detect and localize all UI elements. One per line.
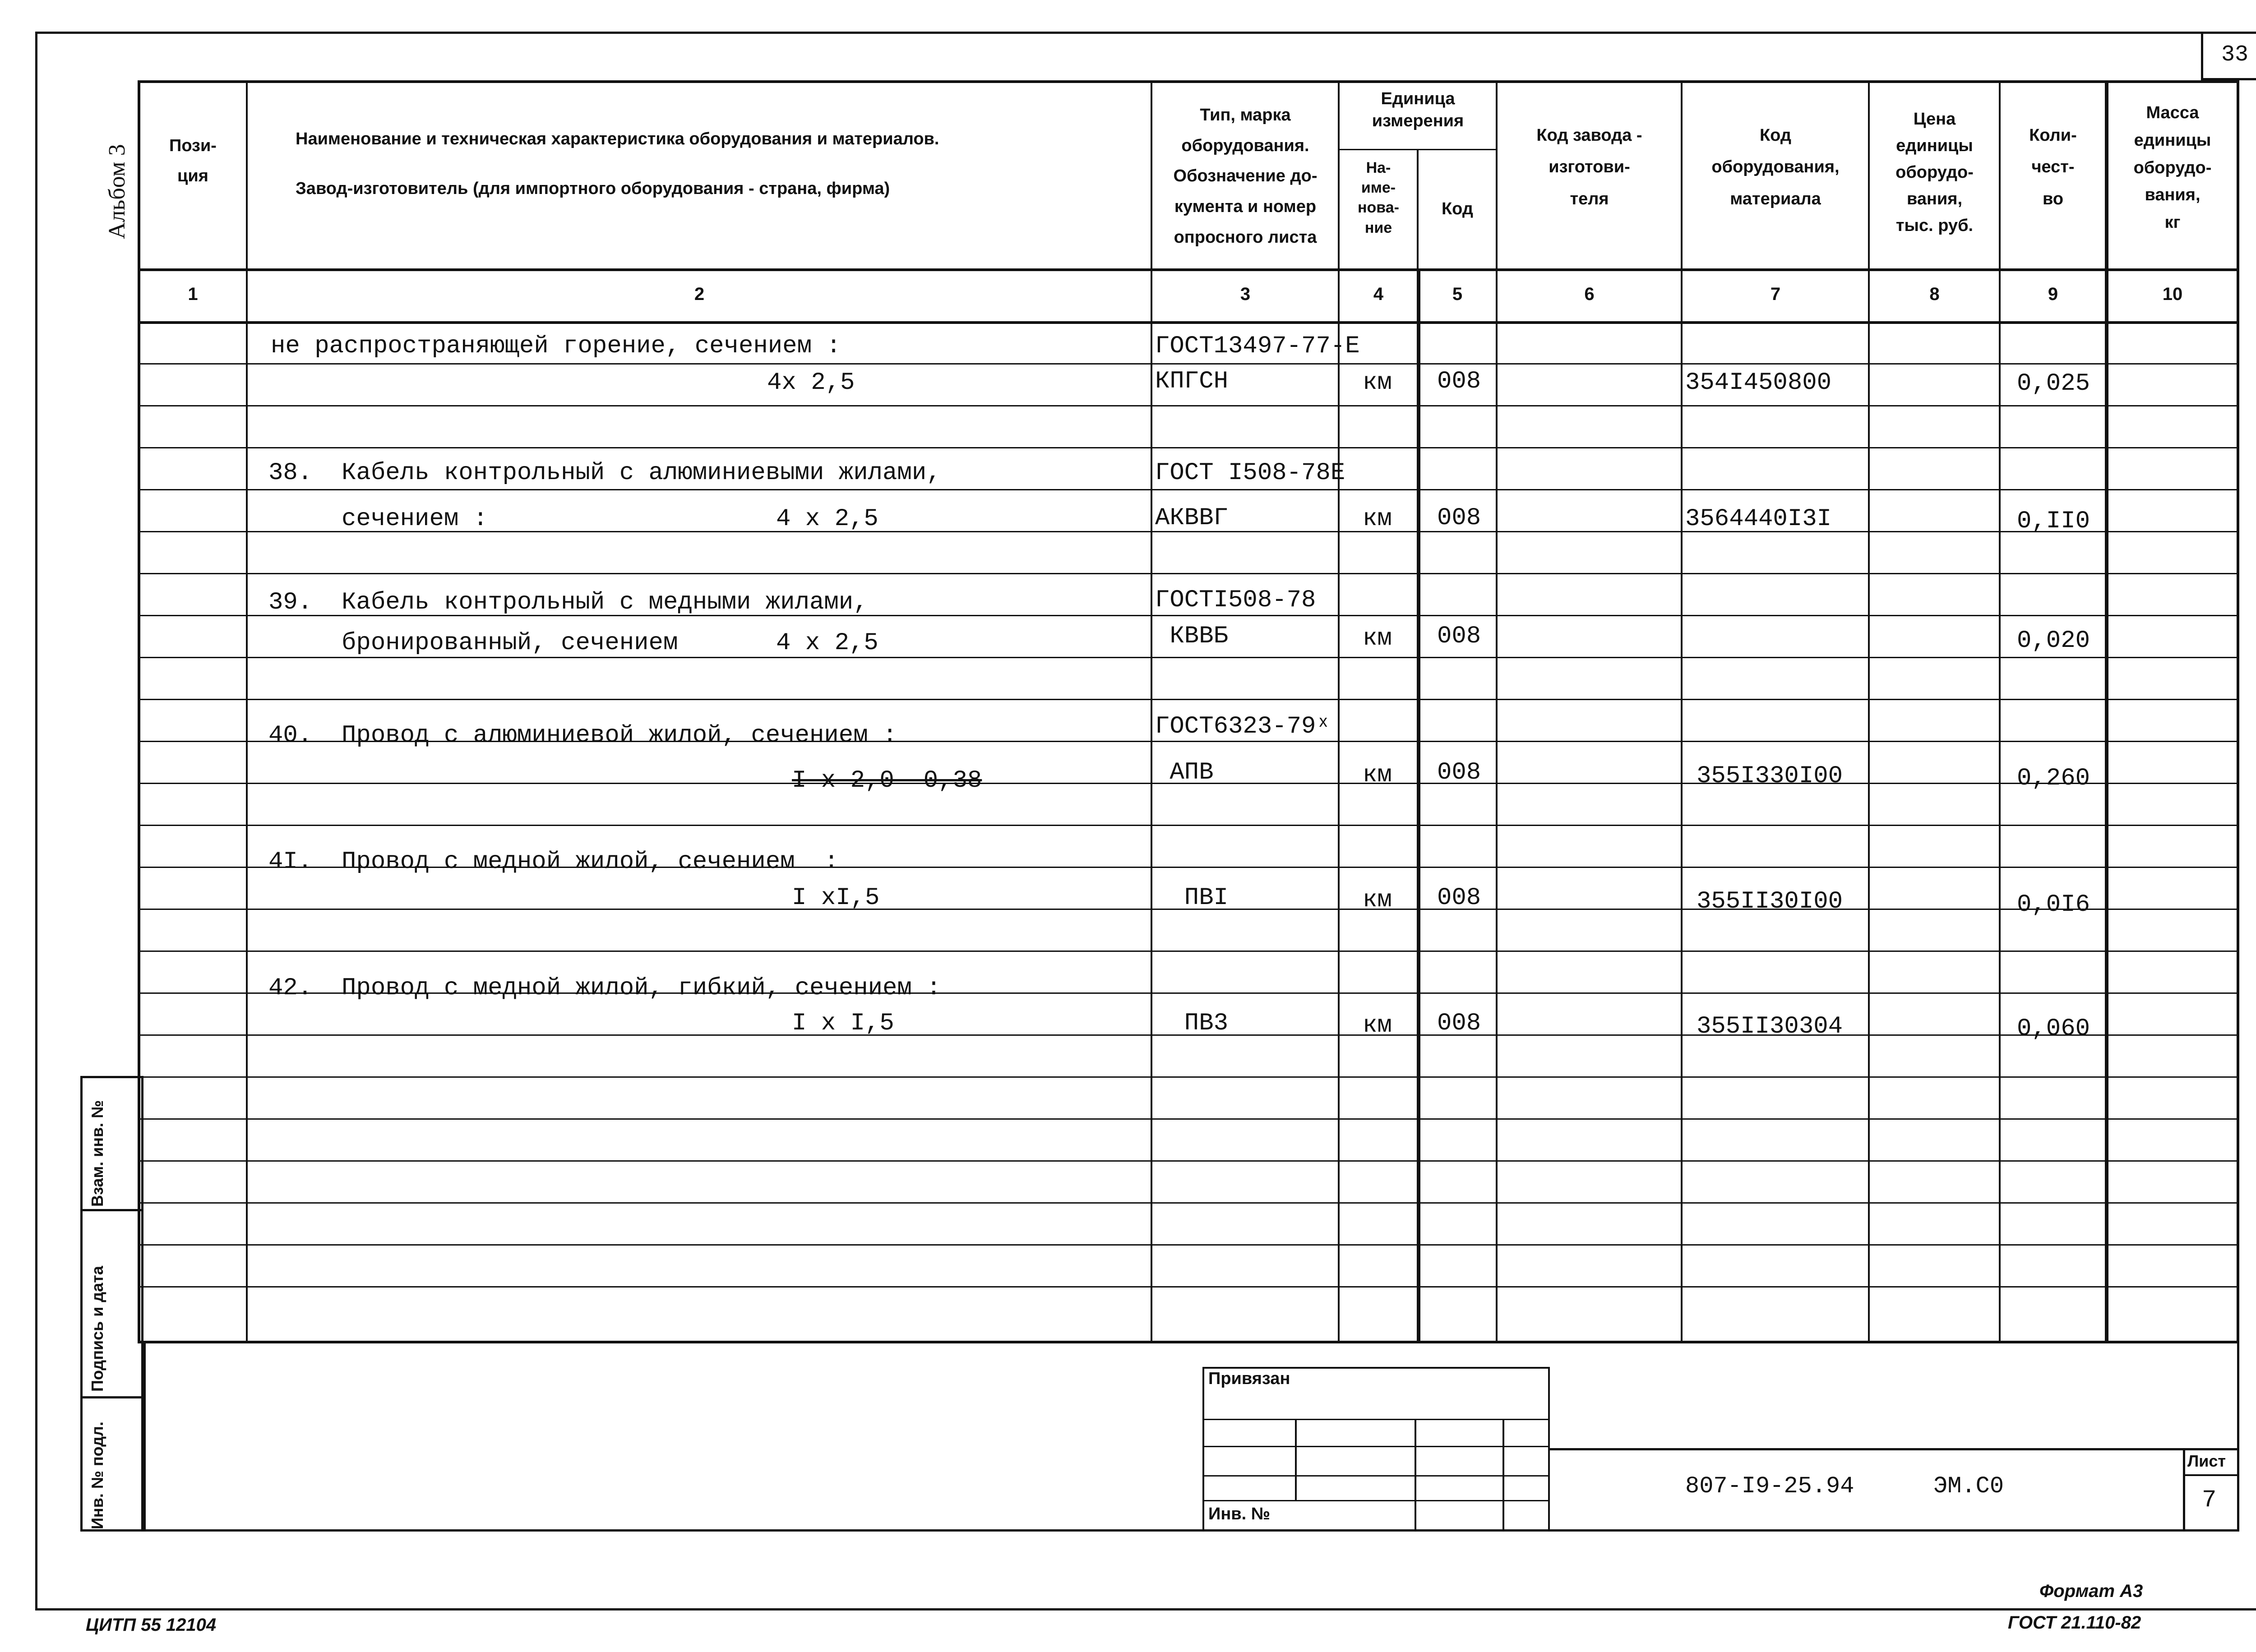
stamp-line [1502, 1419, 1504, 1532]
item-description: 40. Провод с алюминиевой жилой, сечением : [268, 722, 897, 749]
header-plant-code: Код завода - изготови- теля [1536, 126, 1642, 208]
header-name: Наименование и техническая характеристика оборудования и материалов. [296, 129, 939, 148]
citp-label: ЦИТП 55 12104 [86, 1615, 217, 1635]
item-unit: км [1363, 886, 1392, 914]
item-description: бронированный, сечением [268, 629, 678, 657]
item-unit-code: 008 [1437, 623, 1481, 650]
page-number: 33 [2201, 32, 2256, 80]
item-quantity: 0,0I6 [2017, 891, 2090, 918]
row-line [138, 825, 2239, 826]
item-equipment-code: 354I450800 [1685, 369, 1832, 397]
header-quantity: Коли- чест- во [2029, 126, 2077, 208]
column-number: 1 [188, 284, 198, 304]
side-box-inventory [80, 1396, 143, 1532]
sheet-number: 7 [2202, 1486, 2217, 1514]
side-label-inventory: Инв. № подл. [88, 1421, 106, 1529]
format-label: Формат А3 [2039, 1581, 2143, 1601]
colnum-bottom [138, 321, 2239, 324]
privyazan-label: Привязан [1208, 1369, 1290, 1388]
row-line [138, 363, 2239, 365]
item-equipment-code: 355II30304 [1697, 1013, 1843, 1040]
item-equipment-code: 355I330I00 [1697, 762, 1843, 790]
gost-label: ГОСТ 21.110-82 [2008, 1613, 2141, 1633]
item-section: I х 2,0 -0,38 [792, 767, 982, 794]
item-description: 42. Провод с медной жилой, гибкий, сечением : [268, 974, 941, 1002]
stamp-line [1202, 1419, 1550, 1420]
row-line [138, 405, 2239, 406]
column-number: 2 [694, 284, 705, 304]
album-label: Альбом 3 [104, 144, 130, 239]
item-quantity: 0,060 [2017, 1015, 2090, 1043]
row-line [138, 1244, 2239, 1246]
item-quantity: 0,025 [2017, 370, 2090, 397]
item-type: ГОСТ13497-77-Е [1155, 332, 1360, 360]
row-line [138, 951, 2239, 952]
item-unit: км [1363, 625, 1392, 652]
side-label-signature: Подпись и дата [88, 1266, 106, 1392]
row-line [138, 1076, 2239, 1078]
item-description: 4I. Провод с медной жилой, сечением : [268, 848, 839, 876]
side-box-signature [80, 1209, 143, 1398]
header-unit-code: Код [1441, 199, 1474, 218]
stamp-line [1202, 1446, 1550, 1447]
row-line [138, 489, 2239, 490]
item-unit-code: 008 [1437, 759, 1481, 786]
item-type: АКВВГ [1155, 504, 1229, 532]
item-unit: км [1363, 369, 1392, 397]
item-unit-code: 008 [1437, 504, 1481, 532]
column-number: 9 [2048, 284, 2058, 304]
stamp-line [1202, 1500, 1550, 1501]
document-mark: ЭМ.С0 [1933, 1473, 2004, 1500]
sheet-number-line [2183, 1474, 2239, 1476]
header-price: Цена единицы оборудо- вания, тыс. руб. [1895, 110, 1974, 235]
item-quantity: 0,II0 [2017, 508, 2090, 535]
item-description: сечением : [268, 505, 488, 533]
item-section: 4х 2,5 [767, 369, 855, 397]
header-bottom [138, 268, 2239, 271]
item-type: ГОСТ I508-78Е [1155, 459, 1345, 487]
header-equipment-code: Код оборудования, материала [1711, 126, 1840, 208]
unit-split [1338, 149, 1496, 150]
row-line [138, 1202, 2239, 1204]
item-quantity: 0,020 [2017, 627, 2090, 655]
item-description: 39. Кабель контрольный с медными жилами, [268, 589, 868, 616]
column-number: 4 [1373, 284, 1384, 304]
item-type: ГОСТI508-78 [1155, 586, 1316, 614]
side-box-replacement [80, 1076, 143, 1211]
column-number: 10 [2162, 284, 2183, 304]
item-unit: км [1363, 505, 1392, 533]
stamp-line [1415, 1419, 1416, 1532]
item-type: КПГСН [1155, 368, 1229, 395]
column-number: 3 [1240, 284, 1251, 304]
document-code: 807-I9-25.94 [1685, 1473, 1854, 1500]
stamp-line [1202, 1475, 1550, 1477]
item-type: ГОСТ6323-79ˣ [1155, 713, 1331, 740]
sheet-label: Лист [2187, 1452, 2226, 1470]
item-section: I хI,5 [792, 884, 880, 912]
stamp-line [1295, 1419, 1297, 1500]
row-line [138, 1286, 2239, 1287]
item-unit: км [1363, 761, 1392, 789]
title-block-area [143, 1341, 2239, 1532]
row-line [138, 1160, 2239, 1162]
row-line [138, 657, 2239, 658]
header-unit: Единица измерения [1372, 89, 1464, 131]
item-section: I х I,5 [792, 1010, 894, 1037]
row-line [138, 447, 2239, 448]
header-type: Тип, марка оборудования. Обозначение до- кумента и номер опросного листа [1173, 106, 1318, 247]
header-unit-name: На- име- нова- ние [1358, 159, 1399, 236]
item-unit-code: 008 [1437, 884, 1481, 912]
item-equipment-code: 355II30I00 [1697, 888, 1843, 915]
col-line [1417, 271, 1420, 1343]
item-type: ПВ3 [1155, 1010, 1229, 1037]
header-manufacturer: Завод-изготовитель (для импортного оборудования - страна, фирма) [296, 179, 890, 198]
item-quantity: 0,260 [2017, 765, 2090, 792]
column-number: 7 [1770, 284, 1781, 304]
item-section: 4 х 2,5 [776, 629, 878, 657]
row-line [138, 573, 2239, 574]
item-equipment-code: 3564440I3I [1685, 505, 1832, 533]
inv-no-label: Инв. № [1208, 1504, 1271, 1523]
item-unit-code: 008 [1437, 368, 1481, 395]
side-label-replacement: Взам. инв. № [88, 1100, 106, 1207]
item-type: ПВI [1155, 884, 1229, 912]
column-number: 8 [1929, 284, 1940, 304]
item-section: 4 х 2,5 [776, 505, 878, 533]
column-number: 6 [1584, 284, 1595, 304]
row-line [138, 699, 2239, 700]
header-position: Пози- ция [169, 136, 217, 185]
header-mass: Масса единицы оборудо- вания, кг [2133, 103, 2212, 232]
column-number: 5 [1452, 284, 1463, 304]
item-type: КВВБ [1155, 623, 1229, 650]
item-type: АПВ [1155, 759, 1214, 786]
item-unit: км [1363, 1012, 1392, 1039]
item-unit-code: 008 [1437, 1010, 1481, 1037]
doc-code-line [1550, 1448, 2239, 1450]
row-line [138, 1118, 2239, 1120]
item-description: не распространяющей горение, сечением : [271, 332, 841, 360]
col-line [1417, 149, 1419, 271]
item-description: 38. Кабель контрольный с алюминиевыми жилами, [268, 459, 941, 487]
